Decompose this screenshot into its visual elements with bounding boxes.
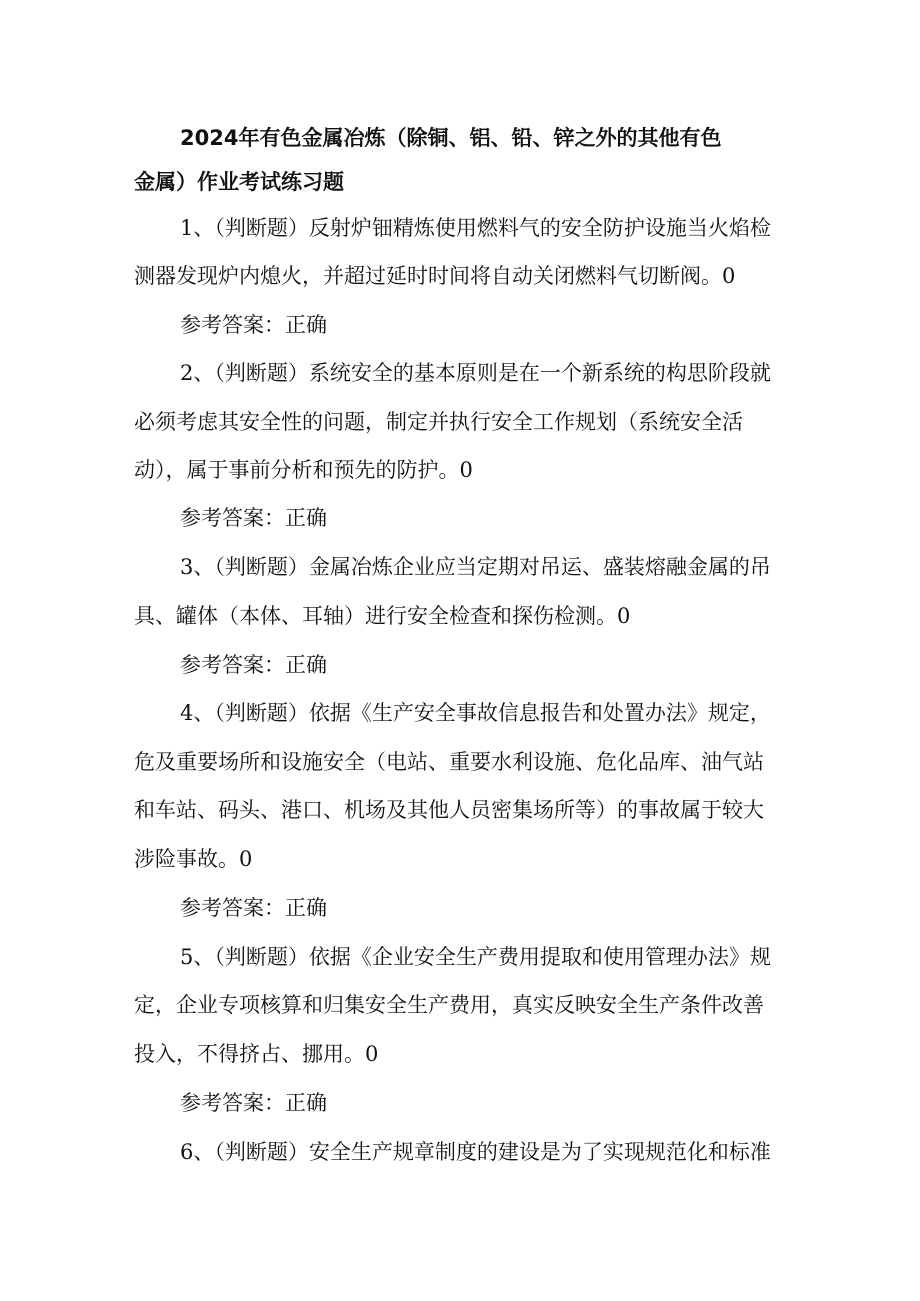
question-4-line-3: 和车站、码头、港口、机场及其他人员密集场所等）的事故属于较大 bbox=[134, 798, 764, 822]
question-3-answer: 参考答案：正确 bbox=[180, 653, 327, 677]
question-4-line-1: 4、（判断题）依据《生产安全事故信息报告和处置办法》规定， bbox=[180, 701, 771, 725]
question-5-line-3: 投入，不得挤占、挪用。0 bbox=[134, 1042, 379, 1066]
document-title bbox=[134, 116, 774, 204]
question-1-answer: 参考答案：正确 bbox=[180, 313, 327, 337]
question-3-line-1: 3、（判断题）金属冶炼企业应当定期对吊运、盛装熔融金属的吊 bbox=[180, 555, 771, 579]
question-2-line-1: 2、（判断题）系统安全的基本原则是在一个新系统的构思阶段就 bbox=[180, 361, 771, 385]
question-2-line-3: 动），属于事前分析和预先的防护。0 bbox=[134, 458, 473, 482]
question-4-line-2: 危及重要场所和设施安全（电站、重要水利设施、危化品库、油气站 bbox=[134, 750, 764, 774]
question-3-line-2: 具、罐体（本体、耳轴）进行安全检查和探伤检测。0 bbox=[134, 604, 631, 628]
question-1-line-2: 测器发现炉内熄火，并超过延时时间将自动关闭燃料气切断阀。0 bbox=[134, 264, 736, 288]
question-6-line-1: 6、（判断题）安全生产规章制度的建设是为了实现规范化和标准 bbox=[180, 1140, 771, 1164]
question-5-line-2: 定，企业专项核算和归集安全生产费用，真实反映安全生产条件改善 bbox=[134, 993, 764, 1017]
question-1-line-1: 1、（判断题）反射炉钿精炼使用燃料气的安全防护设施当火焰检 bbox=[180, 216, 771, 240]
title-line-2: 金属）作业考试练习题 bbox=[134, 170, 344, 194]
question-4-answer: 参考答案：正确 bbox=[180, 896, 327, 920]
question-2-answer: 参考答案：正确 bbox=[180, 506, 327, 530]
question-5-answer: 参考答案：正确 bbox=[180, 1091, 327, 1115]
question-4-line-4: 涉险事故。0 bbox=[134, 847, 253, 871]
title-line-1: 2024年有色金属冶炼（除铜、铝、铅、锌之外的其他有色 bbox=[180, 126, 722, 150]
question-5-line-1: 5、（判断题）依据《企业安全生产费用提取和使用管理办法》规 bbox=[180, 945, 771, 969]
question-2-line-2: 必须考虑其安全性的问题，制定并执行安全工作规划（系统安全活 bbox=[134, 410, 743, 434]
